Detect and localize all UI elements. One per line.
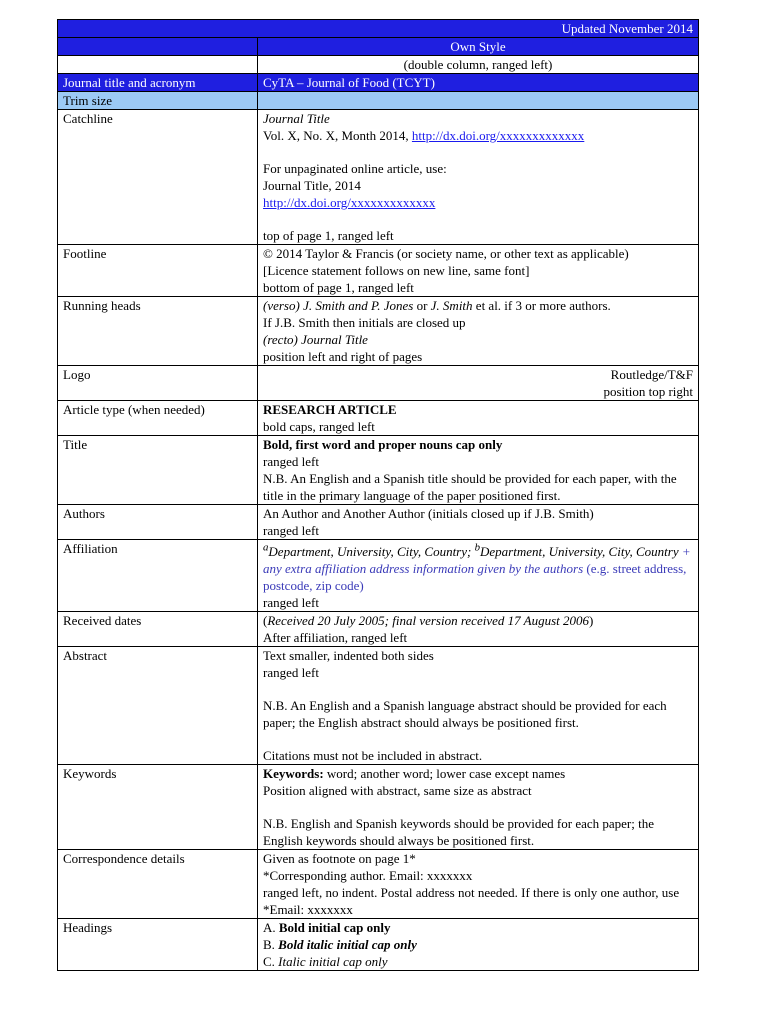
verso-authors: (verso) J. Smith and P. Jones (263, 298, 414, 313)
affil-extra: + any extra affiliation address information given by the authors (263, 544, 691, 577)
heading-b-prefix: B. (263, 937, 279, 953)
logo-value (258, 366, 699, 401)
abstract-row (58, 647, 699, 765)
trim-label: Trim size (58, 92, 258, 110)
correspondence-row (58, 850, 699, 919)
headings-label: Headings (58, 919, 258, 971)
header-updated-row (58, 20, 699, 38)
keywords-row (58, 765, 699, 850)
catchline-doi-link-2[interactable]: http://dx.doi.org/xxxxxxxxxxxxx (263, 195, 436, 210)
correspondence-line2: *Corresponding author. Email: xxxxxxx (263, 868, 473, 884)
heading-c-example: Italic initial cap only (278, 954, 388, 970)
header-blank-cell (58, 38, 258, 56)
correspondence-line1: Given as footnote on page 1* (263, 851, 416, 867)
running-heads-initials: If J.B. Smith then initials are closed up (263, 315, 466, 330)
abstract-label: Abstract (58, 647, 258, 765)
article-type-label: Article type (when needed) (58, 401, 258, 436)
authors-example: An Author and Another Author (initials closed up if J.B. Smith) (263, 506, 594, 521)
headings-row (58, 919, 699, 971)
article-type-value (258, 401, 699, 436)
logo-row (58, 366, 699, 401)
received-example: Received 20 July 2005; final version received 17 August 2006 (267, 613, 589, 629)
verso-etal: et al. if 3 or more authors. (472, 298, 611, 313)
affiliation-value (258, 540, 699, 612)
recto-journal: (recto) Journal Title (263, 332, 368, 347)
footline-label: Footline (58, 245, 258, 297)
keywords-label: Keywords (58, 765, 258, 850)
logo-position: position top right (603, 384, 694, 399)
affil-dept-a: Department, University, City, Country; (268, 544, 475, 560)
received-open: ( (263, 613, 268, 629)
title-style: ranged left (263, 454, 319, 469)
catchline-journal-title: Journal Title (263, 111, 330, 126)
verso-or: or (413, 298, 431, 313)
verso-single: J. Smith (430, 298, 473, 313)
running-heads-value (258, 297, 699, 366)
article-type-style: bold caps, ranged left (263, 419, 375, 434)
received-style: After affiliation, ranged left (263, 630, 408, 646)
trim-value (258, 92, 699, 110)
heading-c-prefix: C. (263, 954, 279, 970)
footline-value (258, 245, 699, 297)
logo-publisher: Routledge/T&F (610, 367, 694, 382)
style-sheet-table (57, 19, 698, 971)
footline-copyright: © 2014 Taylor & Francis (or society name, or other text as applicable) (263, 246, 629, 261)
catchline-doi-link[interactable]: http://dx.doi.org/xxxxxxxxxxxxx (411, 128, 585, 143)
affiliation-style: ranged left (263, 595, 319, 611)
received-close: ) (589, 613, 594, 629)
correspondence-label: Correspondence details (58, 850, 258, 919)
affil-example: (e.g. street address, postcode, zip code) (263, 561, 687, 594)
style-table (57, 19, 699, 971)
received-label: Received dates (58, 612, 258, 647)
running-heads-row (58, 297, 699, 366)
abstract-citations: Citations must not be included in abstract. (263, 748, 483, 764)
own-style-label: Own Style (258, 38, 699, 56)
header-layout-row (58, 56, 699, 74)
authors-style: ranged left (263, 523, 319, 538)
correspondence-line3: ranged left, no indent. Postal address not needed. If there is only one author, use *Email: xxxxxxx (263, 885, 680, 918)
layout-blank-cell (58, 56, 258, 74)
footline-position: bottom of page 1, ranged left (263, 280, 414, 295)
abstract-line2: ranged left (263, 665, 319, 681)
authors-row (58, 505, 699, 540)
title-example: Bold, first word and proper nouns cap only (263, 437, 503, 452)
catchline-value (258, 110, 699, 245)
affil-dept-b: Department, University, City, Country (480, 544, 679, 560)
catchline-position: top of page 1, ranged left (263, 228, 394, 243)
heading-a-example: Bold initial cap only (278, 920, 391, 936)
catchline-vol: Vol. X, No. X, Month 2014, (263, 128, 412, 143)
keywords-note: N.B. English and Spanish keywords should be provided for each paper; the English keywords should always be positioned first. (263, 816, 655, 849)
heading-b-example: Bold italic initial cap only (278, 937, 417, 953)
abstract-note: N.B. An English and a Spanish language abstract should be provided for each paper; the English abstract should always be positioned first. (263, 698, 667, 731)
authors-value (258, 505, 699, 540)
trim-row (58, 92, 699, 110)
heading-a-prefix: A. (263, 920, 279, 936)
journal-label: Journal title and acronym (58, 74, 258, 92)
catchline-unpaginated: For unpaginated online article, use: (263, 161, 447, 176)
logo-label: Logo (58, 366, 258, 401)
journal-row (58, 74, 699, 92)
spacer (263, 144, 693, 160)
title-note: N.B. An English and a Spanish title should be provided for each paper, with the title in the primary language of the paper positioned first. (263, 471, 677, 503)
headings-value (258, 919, 699, 971)
abstract-line1: Text smaller, indented both sides (263, 648, 434, 664)
keywords-bold: Keywords: (263, 766, 324, 782)
spacer (263, 211, 693, 227)
catchline-row (58, 110, 699, 245)
title-row (58, 436, 699, 505)
keywords-style: Position aligned with abstract, same size as abstract (263, 783, 532, 799)
catchline-label: Catchline (58, 110, 258, 245)
affiliation-label: Affiliation (58, 540, 258, 612)
journal-value: CyTA – Journal of Food (TCYT) (258, 74, 699, 92)
authors-label: Authors (58, 505, 258, 540)
header-own-style-row (58, 38, 699, 56)
layout-label: (double column, ranged left) (258, 56, 699, 74)
running-heads-position: position left and right of pages (263, 349, 423, 364)
affil-sup-a: a (263, 542, 269, 554)
affil-sup-b: b (474, 542, 481, 554)
running-heads-label: Running heads (58, 297, 258, 366)
footline-licence: [Licence statement follows on new line, same font] (263, 263, 530, 278)
received-row (58, 612, 699, 647)
correspondence-value (258, 850, 699, 919)
spacer (263, 799, 693, 815)
spacer (263, 681, 693, 697)
catchline-journal-year: Journal Title, 2014 (263, 178, 361, 193)
article-type-row (58, 401, 699, 436)
received-value (258, 612, 699, 647)
abstract-value (258, 647, 699, 765)
updated-label: Updated November 2014 (58, 20, 699, 38)
affiliation-row (58, 540, 699, 612)
title-value (258, 436, 699, 505)
footline-row (58, 245, 699, 297)
keywords-example: word; another word; lower case except names (323, 766, 566, 782)
spacer (263, 731, 693, 747)
title-label: Title (58, 436, 258, 505)
article-type-example: RESEARCH ARTICLE (263, 402, 397, 417)
keywords-value (258, 765, 699, 850)
